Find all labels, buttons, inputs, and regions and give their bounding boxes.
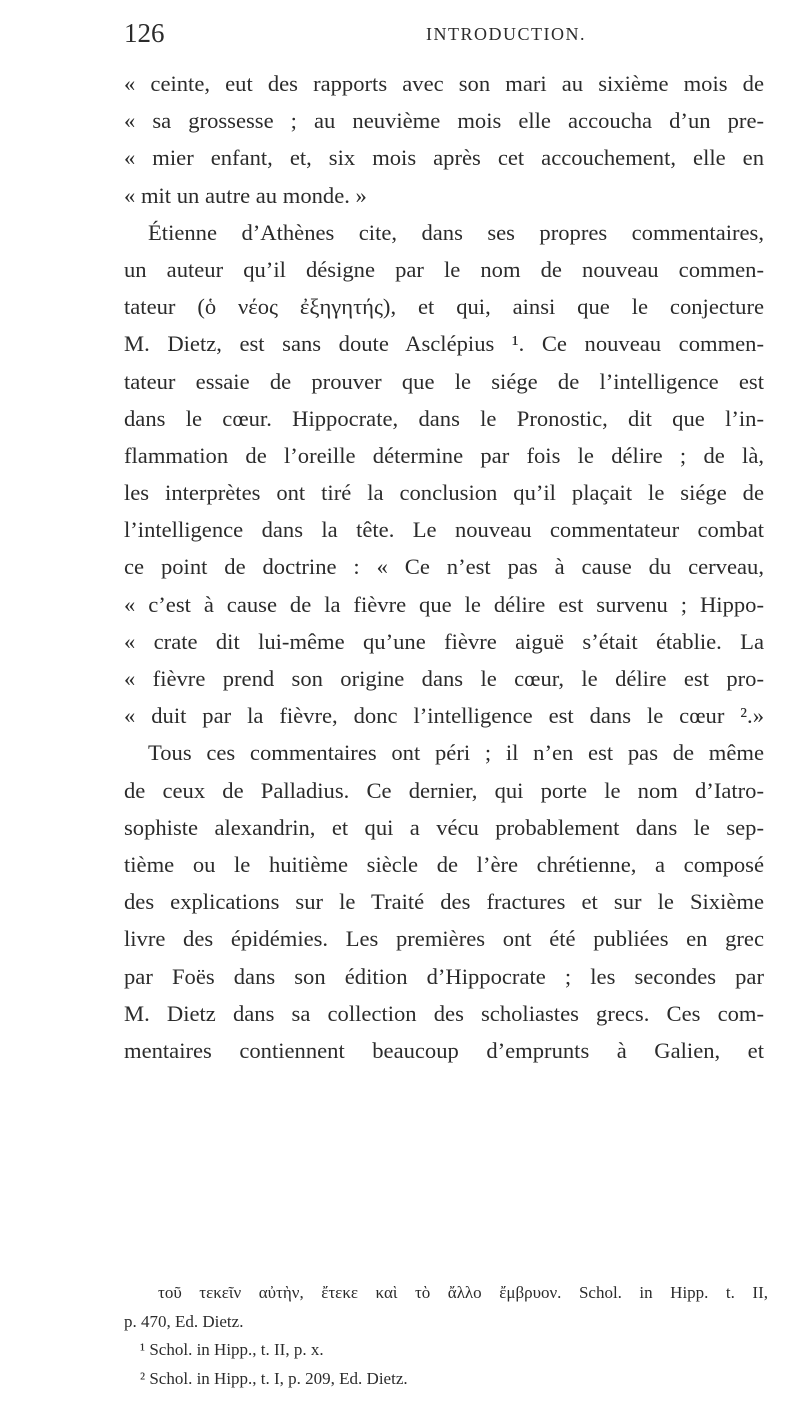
page-number: 126 [124,18,165,48]
paragraph-start-line: Étienne d’Athènes cite, dans ses propres commentaires, [148,219,764,245]
text-line: flammation de l’oreille détermine par fois le délire ; de là, [124,442,764,468]
footnote-line: p. 470, Ed. Dietz. [124,1311,244,1331]
text-line: tateur (ὁ νέος ἐξηγητής), et qui, ainsi que le conjecture [124,294,764,320]
page-header [124,12,684,54]
running-head: INTRODUCTION. [426,24,586,44]
text-line: ce point de doctrine : « Ce n’est pas à cause du cerveau, [124,554,764,580]
text-line: « crate dit lui-même qu’une fièvre aiguë s’était établie. La [124,628,764,654]
text-line: sophiste alexandrin, et qui a vécu probablement dans le sep- [124,814,764,840]
text-line: tateur essaie de prouver que le siége de l’intelligence est [124,368,764,394]
text-line: des explications sur le Traité des fractures et sur le Sixième [124,889,764,915]
text-line: « mier enfant, et, six mois après cet accouchement, elle en [124,145,764,171]
footnote-2: ² Schol. in Hipp., t. I, p. 209, Ed. Dietz. [140,1368,408,1388]
text-line: « duit par la fièvre, donc l’intelligence est dans le cœur ².» [124,703,764,729]
text-line: livre des épidémies. Les premières ont été publiées en grec [124,926,764,952]
footnote-1: ¹ Schol. in Hipp., t. II, p. x. [140,1340,324,1359]
text-line: M. Dietz, est sans doute Asclépius ¹. Ce nouveau commen- [124,331,764,357]
text-line: un auteur qu’il désigne par le nom de nouveau commen- [124,256,764,282]
footnote-line: τοῦ τεκεῖν αὐτὴν, ἔτεκε καὶ τὸ ἄλλο ἔμβρυον. Schol. in Hipp. t. II, [158,1283,768,1302]
paragraph-start-line: Tous ces commentaires ont péri ; il n’en est pas de même [148,740,764,766]
text-line: tième ou le huitième siècle de l’ère chrétienne, a composé [124,851,764,877]
text-line: « c’est à cause de la fièvre que le délire est survenu ; Hippo- [124,591,764,617]
text-line: « fièvre prend son origine dans le cœur, le délire est pro- [124,666,764,691]
footnotes [124,1279,768,1393]
text-line: « sa grossesse ; au neuvième mois elle accoucha d’un pre- [124,108,764,134]
text-line: les interprètes ont tiré la conclusion qu’il plaçait le siége de [124,480,764,506]
text-line: M. Dietz dans sa collection des scholiastes grecs. Ces com- [124,1000,764,1026]
text-line: l’intelligence dans la tête. Le nouveau commentateur combat [124,517,764,543]
text-line: par Foës dans son édition d’Hippocrate ; les secondes par [124,963,764,989]
text-line: mentaires contiennent beaucoup d’emprunts à Galien, et [124,1037,764,1063]
text-line: « ceinte, eut des rapports avec son mari au sixième mois de [124,71,764,96]
main-text [124,65,764,1069]
text-line: dans le cœur. Hippocrate, dans le Pronostic, dit que l’in- [124,405,764,431]
text-line: « mit un autre au monde. » [124,182,367,208]
text-line: de ceux de Palladius. Ce dernier, qui porte le nom d’Iatro- [124,777,764,803]
